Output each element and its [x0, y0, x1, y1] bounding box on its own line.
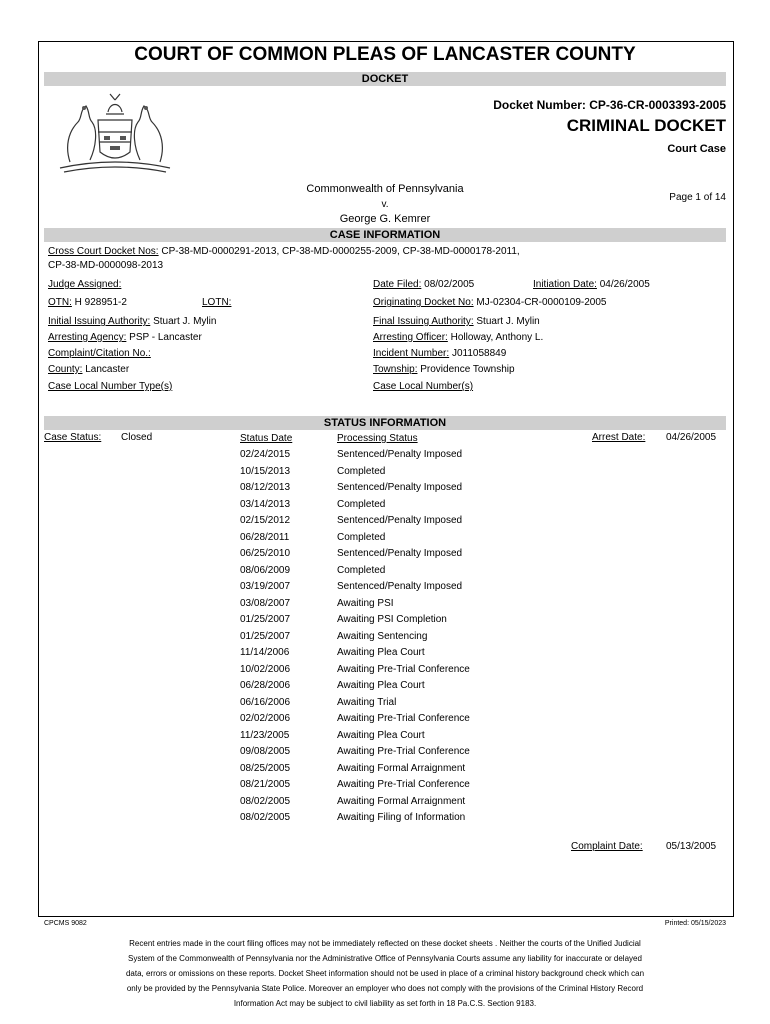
- case-status-label: Case Status:: [44, 432, 102, 443]
- processing-status-cell: Awaiting Pre-Trial Conference: [337, 746, 470, 757]
- court-title: COURT OF COMMON PLEAS OF LANCASTER COUNTY: [134, 44, 636, 65]
- processing-status-cell: Awaiting Plea Court: [337, 680, 425, 691]
- local-number-type-label: Case Local Number Type(s): [48, 381, 173, 392]
- processing-status-cell: Awaiting Sentencing: [337, 630, 428, 642]
- arresting-officer-value: Holloway, Anthony L.: [450, 332, 544, 343]
- status-date-cell: 10/15/2013: [240, 465, 291, 477]
- initial-issuing-authority: [48, 315, 216, 328]
- form-id: CPCMS 9082: [44, 920, 87, 927]
- status-date-cell: 11/23/2005: [240, 729, 290, 741]
- status-date-cell: 08/02/2005: [240, 795, 291, 807]
- arresting-agency-value: PSP - Lancaster: [129, 332, 202, 343]
- processing-status-cell: Awaiting Plea Court: [337, 647, 425, 658]
- local-number-label: Case Local Number(s): [373, 381, 474, 392]
- status-date-cell: 06/28/2006: [240, 680, 291, 691]
- case-status: [44, 431, 101, 444]
- docket-bar: DOCKET: [44, 72, 726, 86]
- initiation-date-value: 04/26/2005: [599, 279, 650, 290]
- processing-status-cell: Awaiting Plea Court: [337, 729, 425, 741]
- pennsylvania-seal-icon: [50, 92, 180, 174]
- arrest-date-label: Arrest Date:: [592, 432, 646, 443]
- final-issuing-authority: [373, 315, 540, 328]
- processing-status-cell: Completed: [337, 564, 386, 576]
- status-date-cell: 02/15/2012: [240, 515, 291, 526]
- caption-plaintiff: Commonwealth of Pennsylvania: [306, 183, 464, 195]
- date-filed: [373, 278, 474, 291]
- initial-authority-value: Stuart J. Mylin: [153, 316, 217, 327]
- arresting-agency: [48, 331, 202, 344]
- docket-type: CRIMINAL DOCKET: [566, 116, 726, 135]
- status-date-cell: 03/08/2007: [240, 597, 291, 609]
- judge-assigned: [48, 278, 121, 291]
- disclaimer-line: System of the Commonwealth of Pennsylvania nor the Administrative Office of Pennsylvania Courts assume any liability for inaccurate or delayed: [128, 954, 642, 963]
- county-label: County:: [48, 364, 83, 375]
- case-local-numbers: [373, 380, 473, 393]
- final-authority-label: Final Issuing Authority:: [373, 316, 474, 327]
- disclaimer-line: only be provided by the Pennsylvania State Police. Moreover an employer who does not comply with the provisions of the Criminal History Record: [126, 984, 644, 993]
- status-date-cell: 06/28/2011: [240, 531, 290, 543]
- final-authority-value: Stuart J. Mylin: [476, 316, 540, 327]
- lotn: [202, 296, 231, 309]
- township-value: Providence Township: [420, 364, 515, 375]
- status-date-cell: 06/16/2006: [240, 696, 291, 708]
- status-date-cell: 02/24/2015: [240, 449, 291, 460]
- processing-status-cell: Awaiting Pre-Trial Conference: [337, 663, 470, 675]
- incident-number-value: J011058849: [451, 348, 507, 359]
- case-information-bar: CASE INFORMATION: [44, 228, 726, 242]
- status-date-cell: 01/25/2007: [240, 614, 291, 625]
- arrest-date-value: 04/26/2005: [666, 432, 717, 443]
- arresting-officer: [373, 331, 543, 344]
- status-date-cell: 08/06/2009: [240, 564, 291, 576]
- page-indicator: Page 1 of 14: [669, 192, 726, 203]
- arresting-agency-label: Arresting Agency:: [48, 332, 127, 343]
- otn-value: H 928951-2: [74, 297, 127, 308]
- date-filed-label: Date Filed:: [373, 279, 422, 290]
- township-label: Township:: [373, 364, 418, 375]
- arresting-officer-label: Arresting Officer:: [373, 332, 448, 343]
- disclaimer-line: Recent entries made in the court filing offices may not be immediately reflected on these docket sheets . Neither the courts of the Unified Judicial: [129, 939, 641, 948]
- processing-status-cell: Awaiting Pre-Trial Conference: [337, 779, 470, 790]
- case-kind: Court Case: [667, 143, 726, 155]
- cross-court-docket: [48, 245, 520, 258]
- cross-docket-label: Cross Court Docket Nos:: [48, 246, 159, 257]
- incident-number-label: Incident Number:: [373, 348, 450, 359]
- processing-status-cell: Sentenced/Penalty Imposed: [337, 482, 463, 493]
- processing-status-cell: Awaiting Formal Arraignment: [337, 762, 466, 774]
- processing-status-cell: Awaiting Pre-Trial Conference: [337, 713, 470, 724]
- processing-status-cell: Sentenced/Penalty Imposed: [337, 449, 463, 460]
- originating-docket: [373, 296, 606, 309]
- status-date-cell: 03/19/2007: [240, 581, 291, 592]
- status-date-cell: 03/14/2013: [240, 498, 291, 510]
- cross-docket-value: CP-38-MD-0000291-2013, CP-38-MD-0000255-2009, CP-38-MD-0000178-2011,: [161, 246, 520, 257]
- processing-status-cell: Sentenced/Penalty Imposed: [337, 548, 463, 559]
- processing-status-cell: Awaiting Formal Arraignment: [337, 795, 466, 807]
- originating-docket-label: Originating Docket No:: [373, 297, 474, 308]
- incident-number: [373, 347, 506, 360]
- disclaimer-line: Information Act may be subject to civil liability as set forth in 18 Pa.C.S. Section 9183.: [233, 999, 537, 1008]
- initiation-date-label: Initiation Date:: [533, 279, 597, 290]
- status-date-cell: 01/25/2007: [240, 630, 291, 642]
- lotn-label: LOTN:: [202, 297, 232, 308]
- status-date-cell: 09/08/2005: [240, 746, 291, 757]
- disclaimer-line: data, errors or omissions on these reports. Docket Sheet information should not be used in place of a criminal history background check which can: [125, 969, 645, 978]
- status-date-cell: 06/25/2010: [240, 548, 291, 559]
- otn: [48, 296, 127, 309]
- status-date-cell: 08/25/2005: [240, 762, 291, 774]
- complaint-citation: [48, 347, 151, 360]
- processing-status-cell: Awaiting Filing of Information: [337, 812, 466, 823]
- docket-number: Docket Number: CP-36-CR-0003393-2005: [493, 98, 726, 112]
- county-value: Lancaster: [85, 364, 130, 375]
- caption-defendant: George G. Kemrer: [339, 213, 431, 225]
- processing-status-cell: Sentenced/Penalty Imposed: [337, 581, 463, 592]
- otn-label: OTN:: [48, 297, 72, 308]
- processing-status-cell: Completed: [337, 465, 386, 477]
- status-date-header: Status Date: [240, 433, 293, 444]
- originating-docket-value: MJ-02304-CR-0000109-2005: [476, 297, 607, 308]
- processing-status-cell: Completed: [337, 498, 386, 510]
- processing-status-cell: Awaiting Trial: [337, 696, 397, 708]
- processing-status-header: Processing Status: [337, 433, 418, 444]
- cross-docket-value-2: CP-38-MD-0000098-2013: [48, 260, 164, 271]
- status-information-bar: STATUS INFORMATION: [44, 416, 726, 430]
- complaint-date-label: Complaint Date:: [571, 841, 643, 852]
- status-date-cell: 10/02/2006: [240, 663, 291, 675]
- processing-status-cell: Awaiting PSI Completion: [337, 614, 447, 625]
- printed-date: Printed: 05/15/2023: [664, 920, 726, 927]
- status-date-cell: 08/21/2005: [240, 779, 291, 790]
- initial-authority-label: Initial Issuing Authority:: [48, 316, 151, 327]
- status-date-cell: 11/14/2006: [240, 647, 290, 658]
- complaint-date-value: 05/13/2005: [666, 841, 717, 852]
- case-local-number-types: [48, 380, 172, 393]
- processing-status-cell: Completed: [337, 531, 386, 543]
- judge-label: Judge Assigned:: [48, 279, 122, 290]
- date-filed-value: 08/02/2005: [424, 279, 475, 290]
- case-status-value: Closed: [121, 432, 153, 443]
- disclaimer: [84, 936, 686, 1011]
- initiation-date: [533, 278, 650, 291]
- township: [373, 363, 515, 376]
- status-date-cell: 08/02/2005: [240, 812, 291, 823]
- processing-status-cell: Awaiting PSI: [337, 597, 394, 609]
- status-date-cell: 02/02/2006: [240, 713, 291, 724]
- status-date-cell: 08/12/2013: [240, 482, 291, 493]
- caption-versus: v.: [381, 199, 389, 210]
- complaint-citation-label: Complaint/Citation No.:: [48, 348, 151, 359]
- county: [48, 363, 129, 376]
- processing-status-cell: Sentenced/Penalty Imposed: [337, 515, 463, 526]
